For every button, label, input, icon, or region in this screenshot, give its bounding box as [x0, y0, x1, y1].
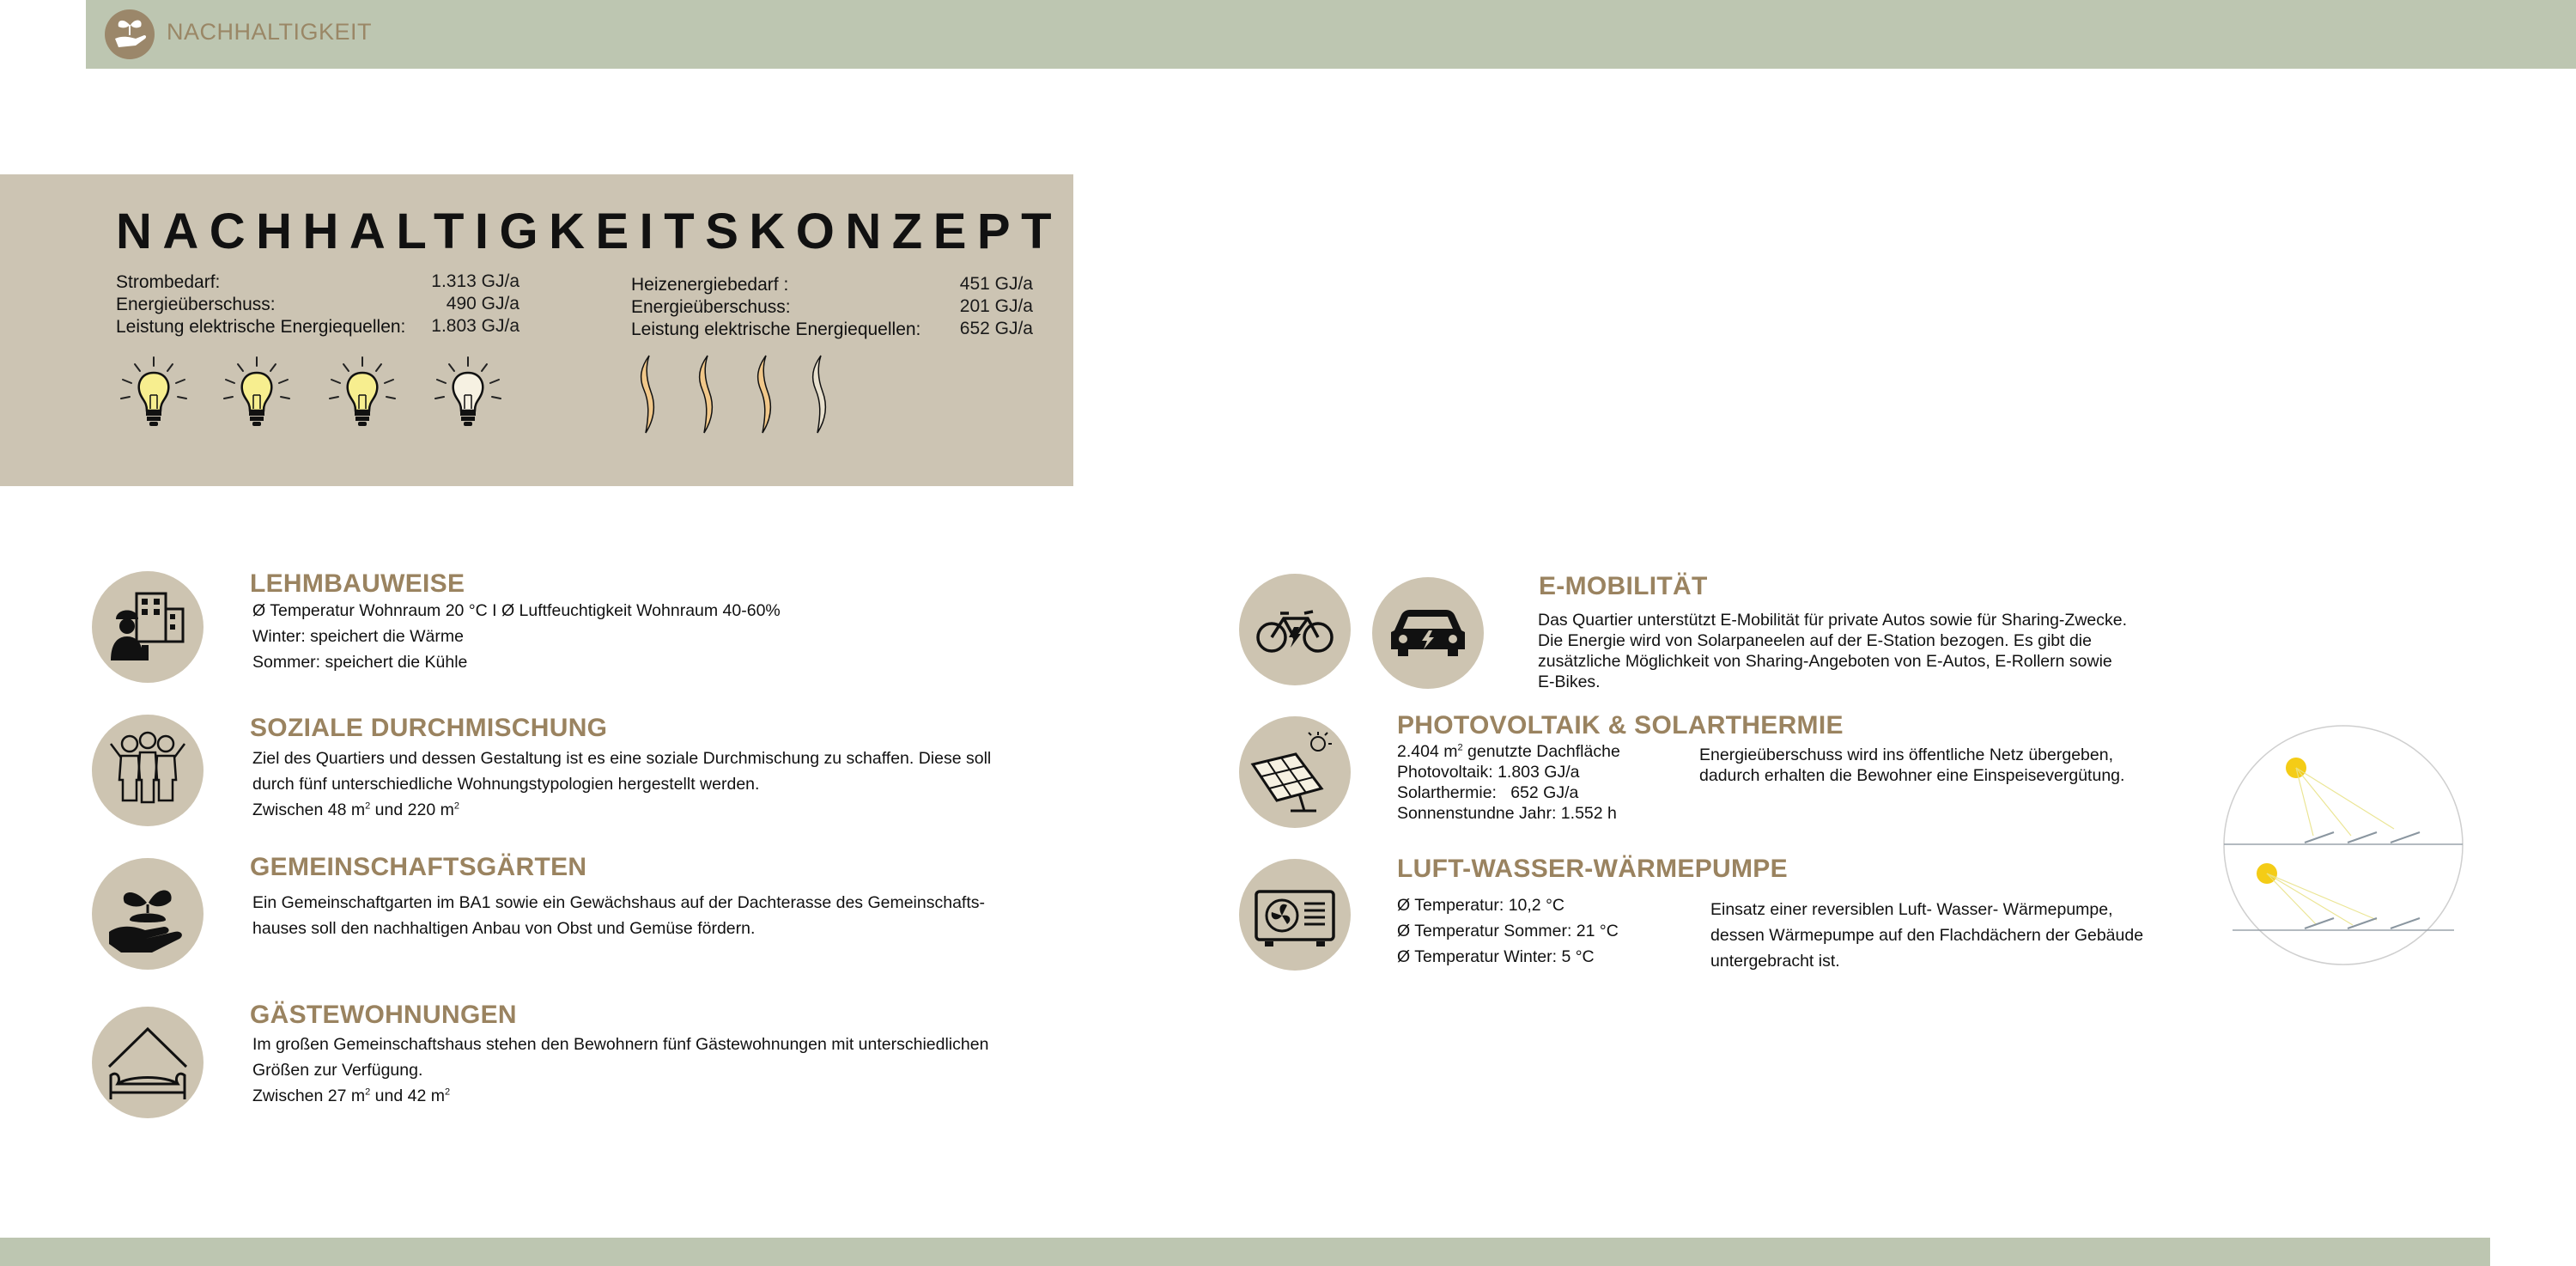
- section-title: PHOTOVOLTAIK & SOLARTHERMIE: [1397, 711, 1844, 740]
- section-size-text: Zwischen 27 $m^2$ und 42 $m^2$: [252, 1086, 451, 1105]
- heatpump-note: untergebracht ist.: [1710, 952, 1840, 971]
- strom-stat-label: Strombedarf:: [116, 272, 221, 292]
- heatpump-note: dessen Wärmepumpe auf den Flachdächern der Gebäude: [1710, 926, 2144, 945]
- heiz-stat-value: 201 GJ/a: [959, 296, 1033, 316]
- heat-wave-icon: [700, 356, 713, 433]
- bottom-bar: [0, 1238, 2490, 1266]
- builder-icon: [92, 571, 204, 683]
- section-text: Winter: speichert die Wärme: [252, 627, 464, 646]
- strom-stat-label: Leistung elektrische Energiequellen:: [116, 317, 406, 337]
- section-text: Das Quartier unterstützt E-Mobilität für private Autos sowie für Sharing-Zwecke.: [1538, 611, 2128, 630]
- heiz-stat-label: Energieüberschuss:: [631, 297, 791, 317]
- heatpump-stat: Ø Temperatur Sommer: 21 °C: [1397, 922, 1619, 940]
- strom-stat-value: 1.803 GJ/a: [431, 316, 519, 336]
- lightbulb-row: [116, 354, 511, 436]
- lightbulb-off-icon: [435, 357, 501, 426]
- lightbulb-icon: [121, 357, 186, 426]
- solar-angle-diagram: [2222, 724, 2464, 966]
- heat-wave-row: [629, 350, 852, 436]
- section-title: LEHMBAUWEISE: [250, 569, 465, 598]
- solar-panel-icon: [1239, 716, 1351, 828]
- pv-note: dadurch erhalten die Bewohner eine Einspeisevergütung.: [1699, 766, 2125, 785]
- heatpump-note: Einsatz einer reversiblen Luft- Wasser- Wärmepumpe,: [1710, 900, 2113, 919]
- lightbulb-icon: [224, 357, 289, 426]
- strom-stat-value: 1.313 GJ/a: [431, 271, 519, 291]
- pv-stat: Solarthermie: 652 GJ/a: [1397, 783, 1579, 802]
- section-text: Die Energie wird von Solarpaneelen auf der E-Station bezogen. Es gibt die: [1538, 631, 2092, 650]
- heat-pump-icon: [1239, 859, 1351, 971]
- section-size-text: Zwischen 48 $m^2$ und 220 $m^2$: [252, 800, 459, 819]
- top-bar: [86, 0, 2576, 69]
- section-text: Im großen Gemeinschaftshaus stehen den Bewohnern fünf Gästewohnungen mit unterschiedlichen: [252, 1035, 989, 1054]
- section-text: zusätzliche Möglichkeit von Sharing-Angeboten von E-Autos, E-Rollern sowie: [1538, 652, 2112, 671]
- leaf-hand-icon: [105, 9, 155, 59]
- lightbulb-icon: [330, 357, 395, 426]
- heatpump-stat: Ø Temperatur Winter: 5 °C: [1397, 947, 1595, 966]
- section-title: GEMEINSCHAFTSGÄRTEN: [250, 853, 587, 881]
- pv-area-text: 2.404 $m^2$ genutzte Dachfläche: [1397, 742, 1620, 761]
- heat-wave-icon: [641, 356, 654, 433]
- section-text: Ø Temperatur Wohnraum 20 °C I Ø Luftfeuchtigkeit Wohnraum 40-60%: [252, 601, 781, 620]
- strom-stat-value: 490 GJ/a: [446, 294, 519, 313]
- heiz-stat-value: 652 GJ/a: [959, 319, 1033, 338]
- section-text: hauses soll den nachhaltigen Anbau von Obst und Gemüse fördern.: [252, 919, 756, 938]
- section-text: E-Bikes.: [1538, 673, 1601, 691]
- pv-note: Energieüberschuss wird ins öffentliche Netz übergeben,: [1699, 746, 2114, 764]
- section-title: LUFT-WASSER-WÄRMEPUMPE: [1397, 855, 1788, 883]
- section-text: Sommer: speichert die Kühle: [252, 653, 468, 672]
- guest-house-icon: [92, 1007, 204, 1118]
- section-text: Ein Gemeinschaftgarten im BA1 sowie ein Gewächshaus auf der Dachterasse des Gemeinschafts-: [252, 893, 986, 912]
- concept-title: NACHHALTIGKEITSKONZEPT: [116, 204, 1063, 259]
- strom-stat-label: Energieüberschuss:: [116, 295, 276, 314]
- section-text: Größen zur Verfügung.: [252, 1061, 423, 1080]
- pv-stat: Sonnenstundne Jahr: 1.552 h: [1397, 804, 1617, 823]
- section-text: durch fünf unterschiedliche Wohnungstypologien hergestellt werden.: [252, 775, 760, 794]
- pv-stat: Photovoltaik: 1.803 GJ/a: [1397, 763, 1580, 782]
- heiz-stat-label: Heizenergiebedarf :: [631, 275, 789, 295]
- e-bike-icon: [1239, 574, 1351, 685]
- section-title: E-MOBILITÄT: [1539, 572, 1708, 600]
- people-group-icon: [92, 715, 204, 826]
- page-header-title: NACHHALTIGKEIT: [167, 19, 373, 45]
- heat-wave-outline-icon: [813, 356, 826, 433]
- heiz-stat-label: Leistung elektrische Energiequellen:: [631, 320, 921, 339]
- section-title: GÄSTEWOHNUNGEN: [250, 1001, 517, 1029]
- heat-wave-icon: [758, 356, 771, 433]
- section-title: SOZIALE DURCHMISCHUNG: [250, 714, 608, 742]
- e-car-icon: [1372, 577, 1484, 689]
- heatpump-stat: Ø Temperatur: 10,2 °C: [1397, 896, 1564, 915]
- heiz-stat-value: 451 GJ/a: [959, 274, 1033, 294]
- section-text: Ziel des Quartiers und dessen Gestaltung ist es eine soziale Durchmischung zu schaffen. Diese soll: [252, 749, 992, 768]
- plant-hand-icon: [92, 858, 204, 970]
